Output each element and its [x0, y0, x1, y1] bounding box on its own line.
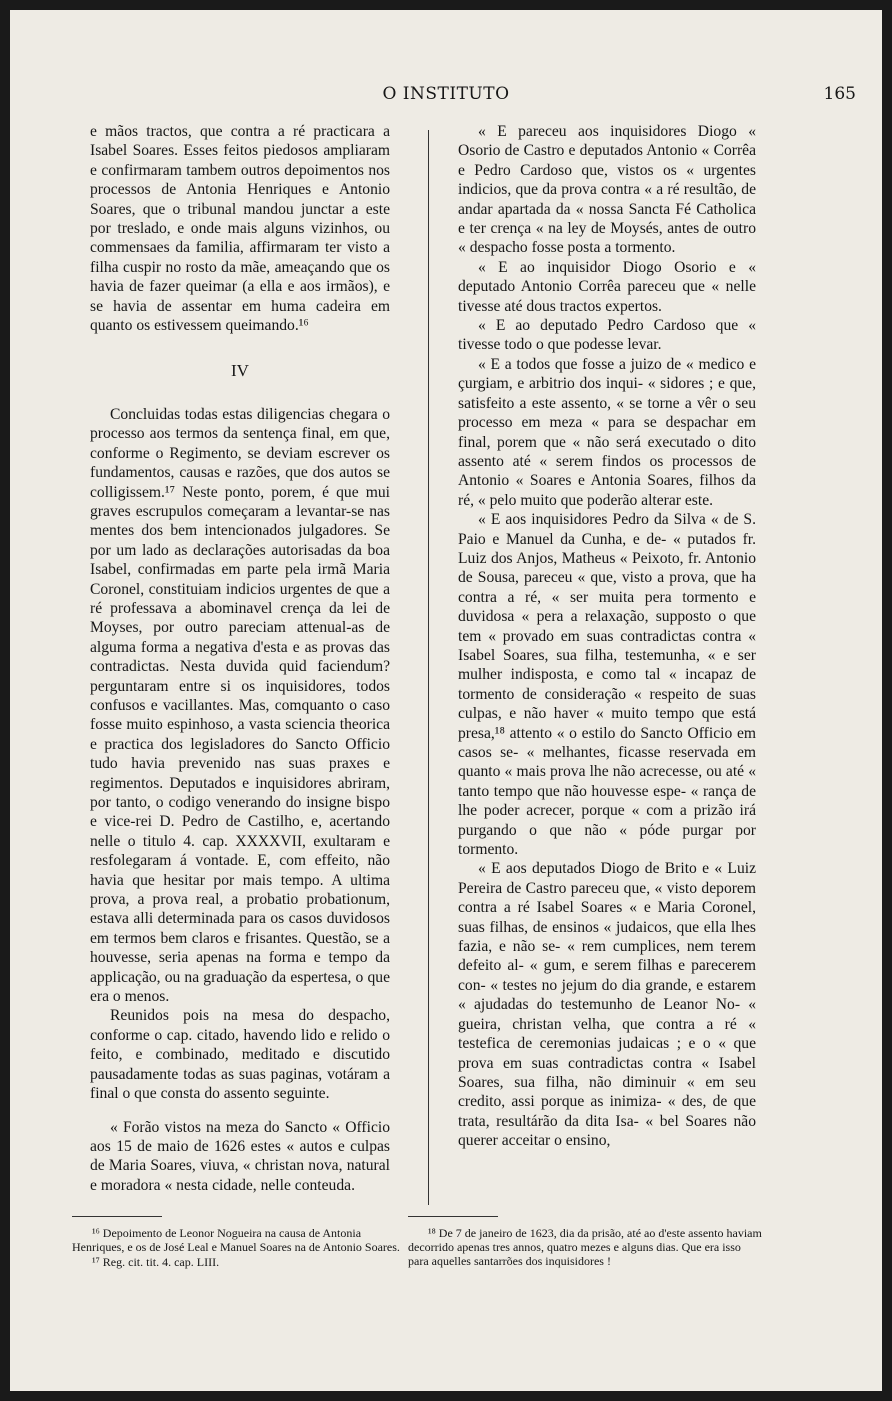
quoted-paragraph: « E aos deputados Diogo de Brito e « Luiz Pereira de Castro pareceu que, « visto deporem contra a ré Isabel Soares « e Maria Coronel, suas filhas, de ensinos « judaicos, que ella lhes fazia, e não se- « rem cumplices, nem terem defeito al- « gum, e serem filhas e parecerem con- « testes no jejum do dia grande, e estarem « ajudadas do testemunho de Leanor No- « gueira, christan velha, que contra a ré « testefica de ceremonias judaicas ; e o « que prova em suas contradictas contra « Isabel Soares, sua filha, não diminuir « em seu credito, assi porque as inimiza- « des, de que trata, resultárão da dita Isa- « bel Soares não querer acceitar o ensino,	[458, 860, 756, 1150]
footnote-17: ¹⁷ Reg. cit. tit. 4. cap. LIII.	[92, 1255, 220, 1269]
running-title: O INSTITUTO	[382, 84, 510, 104]
quoted-decision: « Forão vistos na meza do Sancto « Officio aos 15 de maio de 1626 estes « autos e culpas de Maria Soares, viuva, « christan nova, natural e moradora « nesta cidade, nelle conteuda.	[90, 1118, 390, 1194]
footnote-rule	[408, 1216, 498, 1217]
footnote-rule	[72, 1216, 162, 1217]
quoted-paragraph: « E aos inquisidores Pedro da Silva « de S. Paio e Manuel da Cunha, e de- « putados fr. Luiz dos Anjos, Matheus « Peixoto, fr. Antonio de Sousa, pareceu « que, visto a prova, que ha contra a ré, « ser muita pera tormento e duvidosa « pera a relaxação, supposto o que tem « provado em suas contradictas contra « Isabel Soares, sua filha, testemunha, « e ser mulher indisposta, e como tal « incapaz de tormento de consideração « respeito de suas culpas, e não haver « muito tempo que está presa,¹⁸ attento « o estilo do Sancto Officio em casos se- « melhantes, ficasse reservada em quanto « mais prova lhe não acrecesse, ou até « tanto tempo que não houvesse espe- « rança de lhe poder acrecer, porque « com a prizão irá purgando o que não « póde purgar por tormento.	[458, 511, 756, 859]
quoted-paragraph: « E ao deputado Pedro Cardoso que « tivesse todo o que podesse levar.	[458, 317, 756, 354]
column-divider	[428, 130, 429, 1205]
page-header	[10, 82, 882, 108]
footnotes-right	[408, 1226, 764, 1269]
footnote-16: ¹⁶ Depoimento de Leonor Nogueira na causa de Antonia Henriques, e os de José Leal e Manuel Soares na de Antonio Soares.	[72, 1226, 400, 1254]
paragraph: Reunidos pois na mesa do despacho, conforme o cap. citado, havendo lido e relido o feito, e combinado, meditado e discutido pausadamente todas as suas paginas, votáram a final o que consta do assento seguinte.	[90, 1007, 390, 1103]
left-column	[90, 122, 390, 1195]
right-column	[458, 122, 756, 1151]
quoted-paragraph: « E a todos que fosse a juizo de « medico e çurgiam, e arbitrio dos inqui- « sidores ; e que, satisfeito a este assento, « se torne a vêr o seu processo em meza « para se despachar em final, porem que « não será executado o dito assento até « serem findos os processos de Antonio « Soares e Antonia Soares, filhos da ré, « pelo muito que poderão alterar este.	[458, 355, 756, 509]
page-number: 165	[823, 84, 856, 104]
paragraph: Concluidas todas estas diligencias chegara o processo aos termos da sentença final, em que, conforme o Regimento, se deviam escrever os fundamentos, causas e razões, que dos autos se colligissem.¹⁷ Neste ponto, porem, é que mui graves escrupulos começaram a levantar-se nas mentes dos bem intencionados julgadores. Se por um lado as declarações autorisadas da boa Isabel, confirmadas em parte pela irmã Maria Coronel, constituiam indicios urgentes de que a ré professava a abominavel crença da lei de Moyses, por outro pareciam attenual-as de alguma forma a negativa d'esta e as provas das contradictas. Nesta duvida quid faciendum? perguntaram entre si os inquisidores, todos confusos e vacillantes. Mas, comquanto o caso fosse muito espinhoso, a vasta sciencia theorica e practica dos legisladores do Sancto Officio tudo havia prevenido nas suas praxes e regimentos. Deputados e inquisidores abriram, por tanto, o codigo venerando do insigne bispo e vice-rei D. Pedro de Castilho, e, acertando nelle o titulo 4. cap. XXXXVII, exultaram e resfolegaram á vontade. E, com effeito, não havia que hesitar por mais tempo. A ultima prova, a prova real, a probatio probationum, estava alli determinada para os casos duvidosos em termos bem claros e frisantes. Questão, se a houvesse, seria apenas na forma e tempo da applicação, ou na graduação da espertesa, o que era o menos.	[90, 405, 390, 1006]
quoted-paragraph: « E ao inquisidor Diogo Osorio e « deputado Antonio Corrêa pareceu que « nelle tivesse até dous tractos expertos.	[458, 258, 756, 315]
page	[10, 10, 882, 1391]
footnotes-left	[72, 1226, 400, 1270]
section-heading: IV	[231, 361, 249, 381]
footnote-18: ¹⁸ De 7 de janeiro de 1623, dia da prisão, até ao d'este assento haviam decorrido apenas tres annos, quatro mezes e alguns dias. Que era isso para aquelles santarrões dos inquisidores !	[408, 1226, 762, 1268]
quoted-paragraph: « E pareceu aos inquisidores Diogo « Osorio de Castro e deputados Antonio « Corrêa e Pedro Cardoso que, vistos os « urgentes indicios, que da prova contra « a ré resultão, de andar apartada da « nossa Sancta Fé Catholica e ter crença « na ley de Moysés, antes de outro « despacho fosse posta a tormento.	[458, 123, 756, 257]
paragraph-continuation: e mãos tractos, que contra a ré practicara a Isabel Soares. Esses feitos piedosos ampliaram e confirmaram tambem outros depoimentos nos processos de Antonia Henriques e Antonio Soares, que o tribunal mandou junctar a este por treslado, e onde mais alguns vizinhos, ou commensaes da familia, affirmaram ter visto a filha cuspir no rosto da mãe, ameaçando que os havia de fazer queimar (a ella e aos irmãos), e se havia de assentar em huma cadeira em quanto os estivessem queimando.¹⁶	[90, 123, 390, 335]
